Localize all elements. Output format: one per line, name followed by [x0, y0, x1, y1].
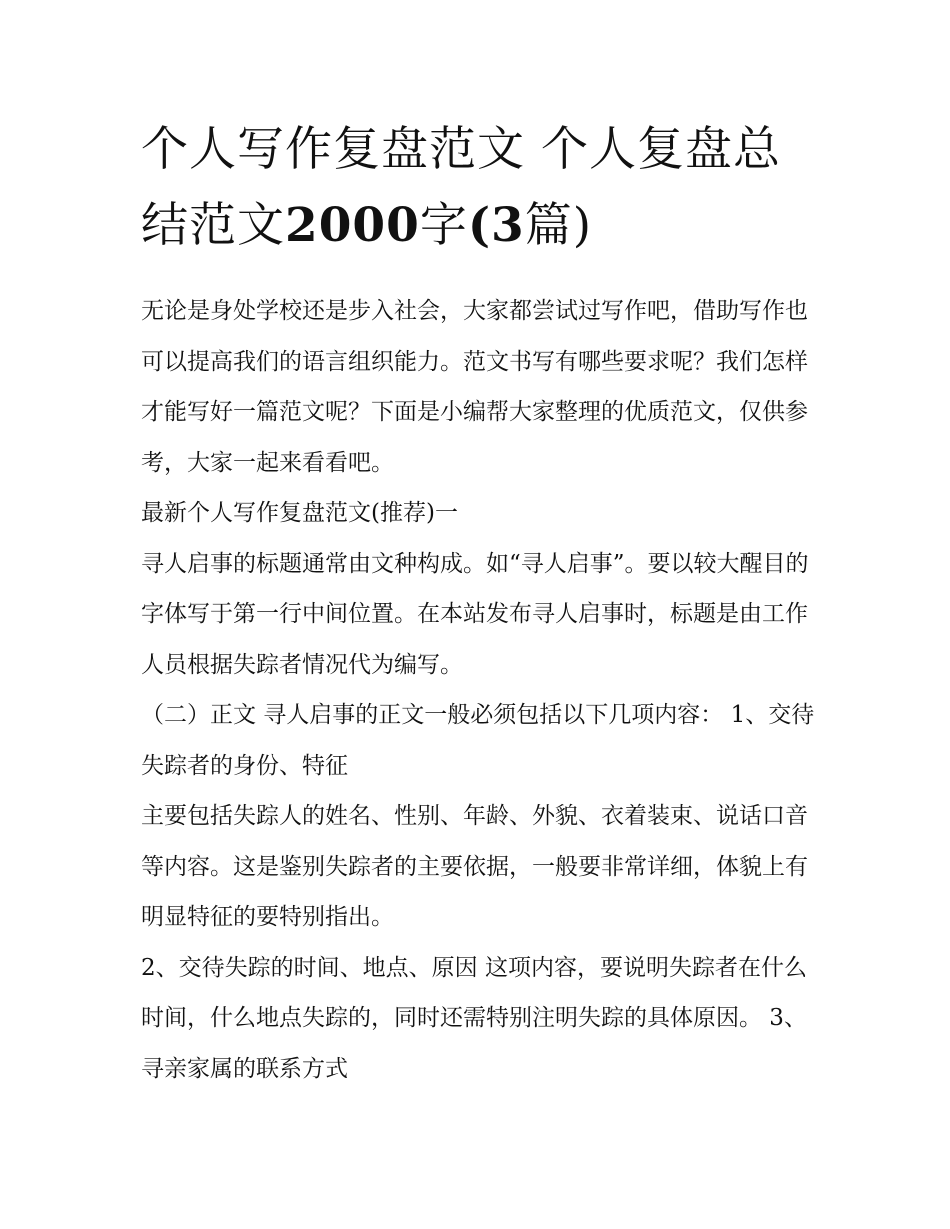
body-paragraph-main-text: （二）正文 寻人启事的正文一般必须包括以下几项内容： 1、交待失踪者的身份、特征: [141, 702, 815, 779]
title-line-1: 个人写作复盘范文 个人复盘总: [141, 122, 781, 177]
document-body: [141, 112, 821, 1094]
title-line-2-mid: 字: [419, 198, 468, 253]
document-title: [141, 112, 821, 264]
body-paragraph-title-rule: 寻人启事的标题通常由文种构成。如“寻人启事”。要以较大醒目的字体写于第一行中间位置。在本站发布寻人启事时，标题是由工作人员根据失踪者情况代为编写。: [141, 550, 809, 678]
body-paragraph-time-place: 2、交待失踪的时间、地点、原因 这项内容，要说明失踪者在什么时间，什么地点失踪的，同时还需特别注明失踪的具体原因。 3、寻亲家属的联系方式: [141, 954, 807, 1082]
intro-paragraph: 无论是身处学校还是步入社会，大家都尝试过写作吧，借助写作也可以提高我们的语言组织能力。范文书写有哪些要求呢？我们怎样才能写好一篇范文呢？下面是小编帮大家整理的优质范文，仅供参考，大家一起来看看吧。: [141, 298, 808, 476]
section-heading: 最新个人写作复盘范文(推荐)一: [141, 500, 458, 526]
title-word-count: 2000: [285, 198, 420, 253]
body-paragraph-identity: 主要包括失踪人的姓名、性别、年龄、外貌、衣着装束、说话口音等内容。这是鉴别失踪者的主要依据，一般要非常详细，体貌上有明显特征的要特别指出。: [141, 803, 808, 930]
title-line-2-suffix: 篇): [524, 198, 593, 253]
title-line-2-prefix: 结范文: [141, 198, 285, 253]
title-piece-count: (3: [467, 198, 525, 253]
